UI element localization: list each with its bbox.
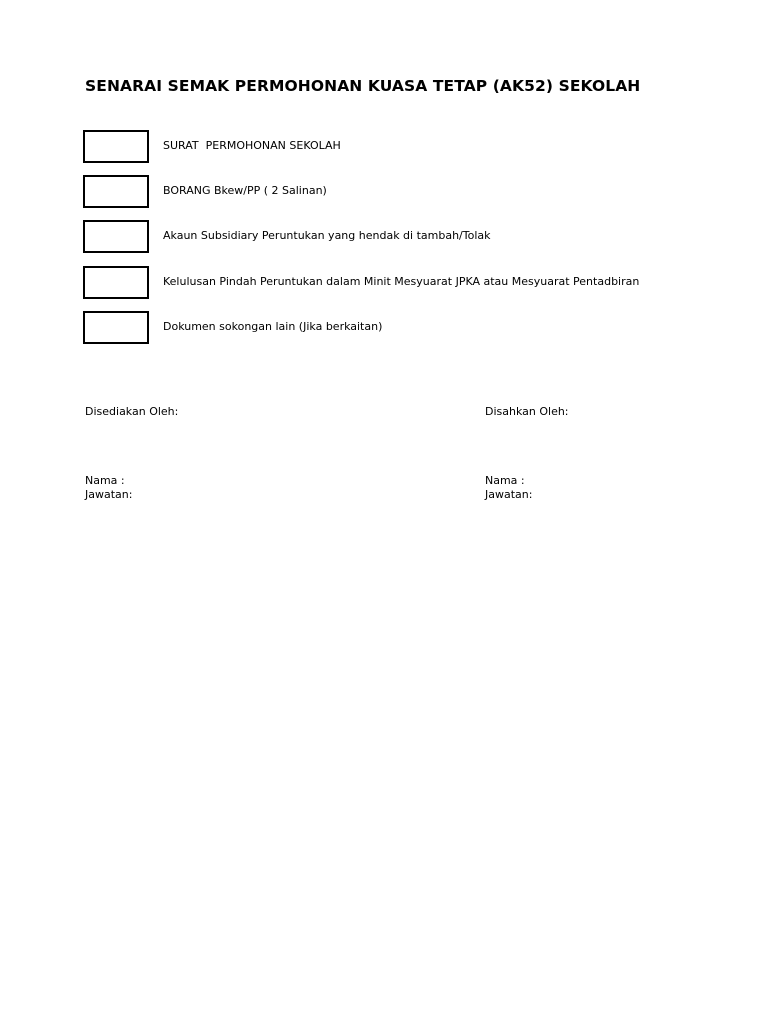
checklist-item — [83, 266, 723, 298]
checklist-item-label: Dokumen sokongan lain (Jika berkaitan) — [163, 320, 383, 333]
checklist-item-label: BORANG Bkew/PP ( 2 Salinan) — [163, 184, 327, 197]
checkbox[interactable] — [83, 130, 149, 163]
checkbox[interactable] — [83, 175, 149, 208]
prepared-by-heading: Disediakan Oleh: — [85, 405, 179, 418]
checklist-item-label: SURAT PERMOHONAN SEKOLAH — [163, 139, 341, 152]
checklist-item — [83, 130, 723, 162]
checklist-item — [83, 311, 723, 343]
checkbox[interactable] — [83, 220, 149, 253]
prepared-name-label: Nama : — [85, 474, 125, 487]
checkbox[interactable] — [83, 266, 149, 299]
checklist-item — [83, 220, 723, 252]
document-title: SENARAI SEMAK PERMOHONAN KUASA TETAP (AK52) SEKOLAH — [85, 77, 641, 95]
approved-by-heading: Disahkan Oleh: — [485, 405, 569, 418]
checklist-item-label: Akaun Subsidiary Peruntukan yang hendak di tambah/Tolak — [163, 229, 491, 242]
approved-position-label: Jawatan: — [485, 488, 533, 501]
approved-name-label: Nama : — [485, 474, 525, 487]
checkbox[interactable] — [83, 311, 149, 344]
checklist-item-label: Kelulusan Pindah Peruntukan dalam Minit Mesyuarat JPKA atau Mesyuarat Pentadbiran — [163, 275, 640, 288]
checklist-item — [83, 175, 723, 207]
prepared-position-label: Jawatan: — [85, 488, 133, 501]
